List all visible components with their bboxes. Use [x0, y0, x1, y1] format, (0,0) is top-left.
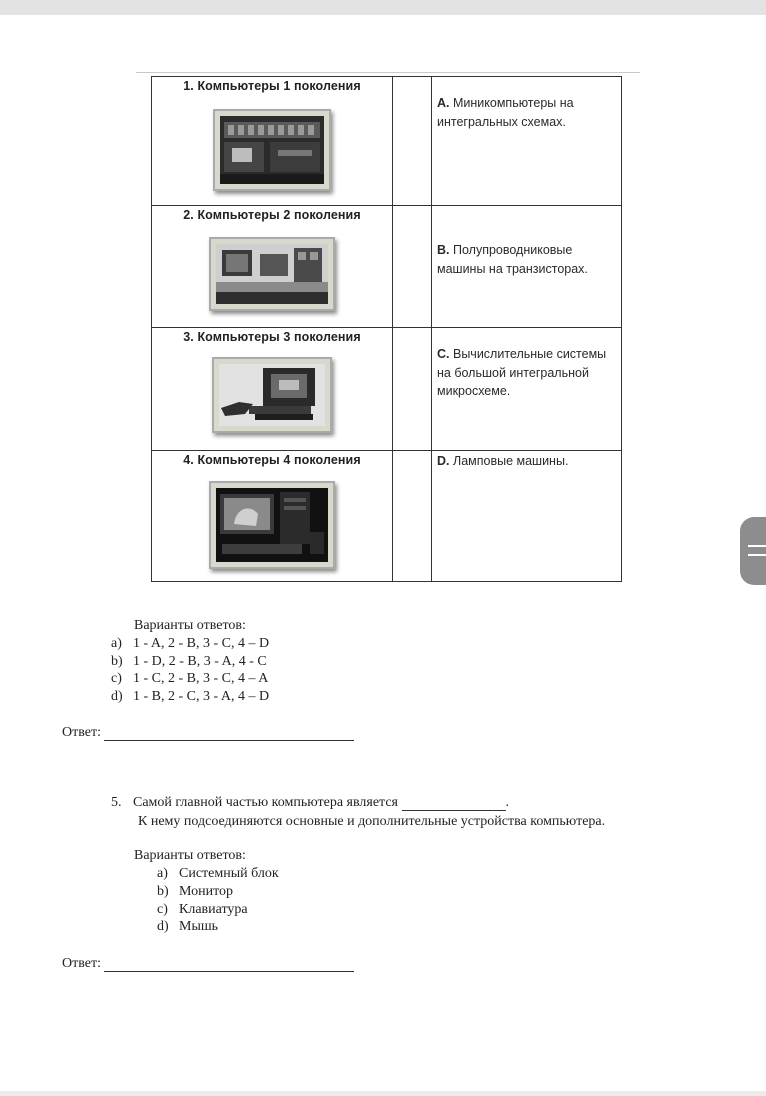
description-letter: B. [437, 243, 450, 257]
option-text: Мышь [179, 919, 219, 934]
description-text: Полупроводниковые машины на транзисторах. [437, 243, 588, 276]
second-gen-computer-photo [209, 237, 335, 311]
generation-title: 3. Компьютеры 3 поколения [183, 330, 361, 344]
list-item[interactable] [157, 883, 233, 900]
variants-label: Варианты ответов: [134, 618, 246, 633]
table-row [152, 328, 622, 451]
table-row [152, 206, 622, 328]
option-letter: c) [111, 671, 122, 686]
answer-blank-cell[interactable] [393, 206, 432, 328]
list-item[interactable] [111, 688, 269, 705]
description-text: Ламповые машины. [452, 454, 569, 468]
generation-title: 4. Компьютеры 4 поколения [183, 453, 361, 467]
menu-line-icon [748, 554, 766, 556]
answer-input-line[interactable] [104, 740, 354, 741]
fourth-gen-computer-photo [209, 481, 335, 569]
menu-line-icon [748, 545, 766, 547]
description-letter: C. [437, 347, 450, 361]
option-text: Клавиатура [179, 902, 248, 917]
list-item[interactable] [111, 653, 267, 670]
option-text: 1 - D, 2 - B, 3 - A, 4 - C [133, 654, 267, 669]
description-cell [432, 328, 622, 451]
option-text: Монитор [179, 884, 234, 899]
variants-label: Варианты ответов: [134, 848, 246, 863]
question-text-line2: К нему подсоединяются основные и дополнительные устройства компьютера. [138, 814, 606, 829]
answer-blank-cell[interactable] [393, 77, 432, 206]
option-text: 1 - A, 2 - B, 3 - C, 4 – D [133, 636, 270, 651]
third-gen-computer-photo [212, 357, 332, 433]
generation-cell [152, 451, 393, 582]
option-letter: b) [157, 884, 169, 899]
question-text: Самой главной частью компьютера является [133, 795, 398, 810]
description-text: Вычислительные системы на большой интегральной микросхеме. [437, 347, 607, 398]
description-cell [432, 77, 622, 206]
list-item[interactable] [157, 918, 218, 935]
list-item[interactable] [157, 865, 279, 882]
question-number: 5. [111, 795, 122, 810]
option-letter: b) [111, 654, 123, 669]
answer-blank-cell[interactable] [393, 451, 432, 582]
description-letter: A. [437, 96, 450, 110]
header-rule [136, 72, 640, 73]
matching-table [151, 76, 622, 582]
answer-line [62, 955, 354, 972]
option-letter: a) [111, 636, 122, 651]
generation-cell [152, 328, 393, 451]
first-gen-computer-photo [213, 109, 331, 191]
description-text: Миникомпьютеры на интегральных схемах. [437, 96, 574, 129]
option-letter: a) [157, 866, 168, 881]
option-letter: c) [157, 902, 168, 917]
option-letter: d) [157, 919, 169, 934]
generation-title: 1. Компьютеры 1 поколения [183, 79, 361, 93]
viewer-top-bar [0, 0, 766, 15]
question-5 [111, 794, 509, 811]
question-period: . [505, 795, 509, 810]
table-row [152, 77, 622, 206]
viewer-bottom-bar [0, 1091, 766, 1096]
answer-input-line[interactable] [104, 971, 354, 972]
list-item[interactable] [157, 901, 248, 918]
option-text: Системный блок [179, 866, 279, 881]
side-menu-handle[interactable] [740, 517, 766, 585]
option-letter: d) [111, 689, 123, 704]
answer-label: Ответ: [62, 725, 101, 740]
description-cell [432, 206, 622, 328]
description-cell [432, 451, 622, 582]
description-letter: D. [437, 454, 450, 468]
option-text: 1 - C, 2 - B, 3 - C, 4 – A [133, 671, 269, 686]
option-text: 1 - B, 2 - C, 3 - A, 4 – D [133, 689, 270, 704]
table-row [152, 451, 622, 582]
answer-label: Ответ: [62, 956, 101, 971]
answer-line [62, 724, 354, 741]
fill-in-blank[interactable] [402, 810, 506, 811]
answer-blank-cell[interactable] [393, 328, 432, 451]
list-item[interactable] [111, 635, 269, 652]
generation-cell [152, 206, 393, 328]
generation-title: 2. Компьютеры 2 поколения [183, 208, 361, 222]
generation-cell [152, 77, 393, 206]
list-item[interactable] [111, 670, 268, 687]
